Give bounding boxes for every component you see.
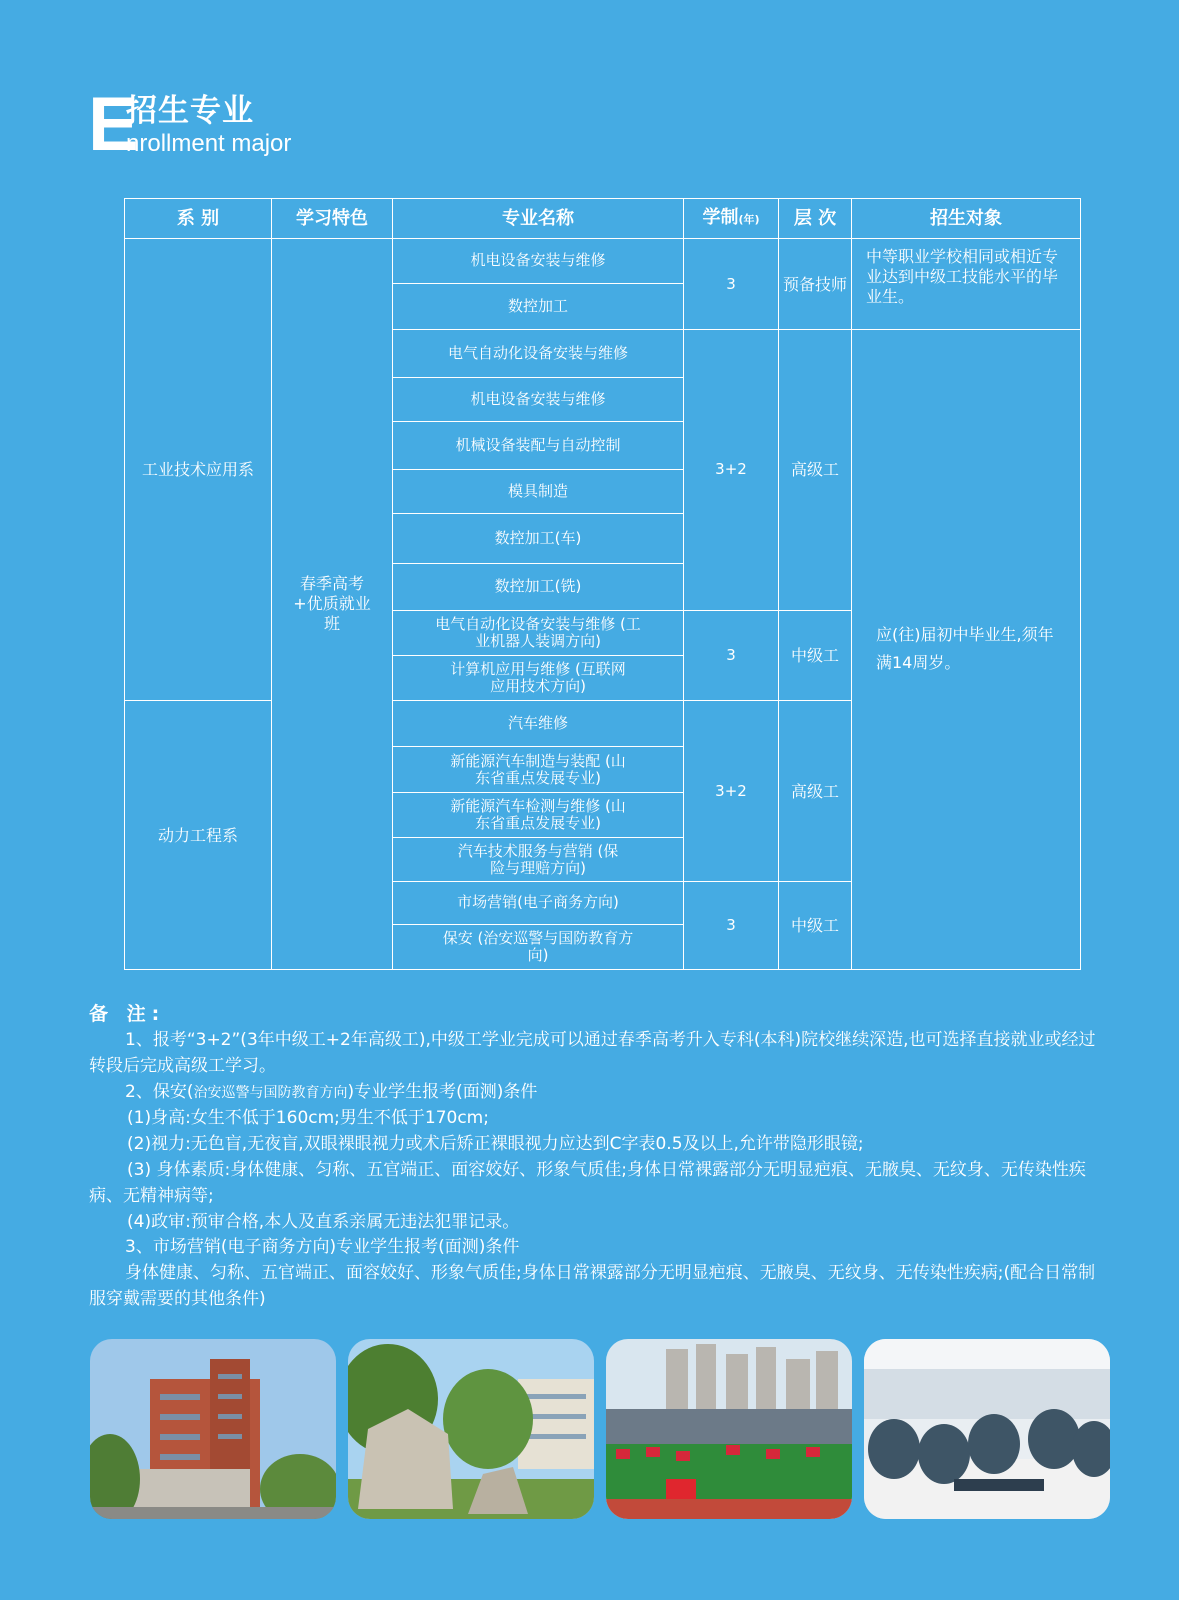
note-2-direction: 治安巡警与国防教育方向 bbox=[193, 1084, 348, 1101]
note-2-tail: )专业学生报考(面测)条件 bbox=[347, 1081, 538, 1102]
major-cell: 数控加工(铣) bbox=[393, 564, 684, 610]
note-3: 3、市场营销(电子商务方向)专业学生报考(面测)条件 bbox=[125, 1237, 520, 1258]
note-2-2: (2)视力:无色盲,无夜盲,双眼裸眼视力或术后矫正裸眼视力应达到C字表0.5及以上,允许带隐形眼镜; bbox=[127, 1134, 864, 1155]
note-2-lead: 2、保安( bbox=[125, 1081, 194, 1102]
note-3-1: 身体健康、匀称、五官端正、面容姣好、形象气质佳;身体日常裸露部分无明显疤痕、无腋臭、无纹身、无传染性疾病;(配合日常制服穿戴需要的其他条件) bbox=[89, 1263, 1096, 1309]
major-cell bbox=[393, 747, 684, 792]
note-2-3: (3) 身体素质:身体健康、匀称、五官端正、面容姣好、形象气质佳;身体日常裸露部分无明显疤痕、无腋臭、无纹身、无传染性疾病、无精神病等; bbox=[89, 1159, 1086, 1206]
section-subtitle: nrollment major bbox=[126, 130, 292, 157]
sports-parade-photo bbox=[606, 1339, 852, 1519]
sports-parade-image bbox=[606, 1339, 852, 1519]
level-cell: 中级工 bbox=[779, 610, 852, 701]
major-cell: 市场营销(电子商务方向) bbox=[393, 882, 684, 924]
major-cell bbox=[393, 924, 684, 969]
major-cell bbox=[393, 610, 684, 655]
major-cell: 模具制造 bbox=[393, 469, 684, 513]
major-text: 新能源汽车检测与维修 (山东省重点发展专业) bbox=[450, 796, 626, 832]
level-cell: 高级工 bbox=[779, 329, 852, 610]
section-header bbox=[88, 82, 348, 167]
major-text: 计算机应用与维修 (互联网应用技术方向) bbox=[450, 660, 626, 696]
note-1: 1、报考“3+2”(3年中级工+2年高级工),中级工学业完成可以通过春季高考升入专科(本科)院校继续深造,也可选择直接就业或经过转段后完成高级工学习。 bbox=[89, 1030, 1096, 1076]
campus-building-image bbox=[90, 1339, 336, 1519]
photo-strip bbox=[90, 1339, 1110, 1519]
notes-title: 备 注: bbox=[89, 1003, 166, 1025]
majors-table bbox=[124, 198, 1081, 970]
table-header-row bbox=[125, 199, 1081, 239]
target-cell bbox=[852, 329, 1081, 969]
header-target: 招生对象 bbox=[852, 199, 1081, 239]
campus-building-photo bbox=[90, 1339, 336, 1519]
major-cell: 机电设备安装与维修 bbox=[393, 378, 684, 422]
classroom-photo bbox=[864, 1339, 1110, 1519]
major-cell bbox=[393, 838, 684, 882]
header-years-unit: (年) bbox=[738, 213, 760, 227]
major-text: 汽车技术服务与营销 (保险与理赔方向) bbox=[457, 841, 619, 877]
header-years-label: 学制 bbox=[702, 207, 739, 229]
major-cell: 机械设备装配与自动控制 bbox=[393, 422, 684, 469]
major-cell: 机电设备安装与维修 bbox=[393, 239, 684, 283]
header-feature: 学习特色 bbox=[272, 199, 393, 239]
header-years bbox=[684, 199, 779, 239]
header-dept: 系 别 bbox=[125, 199, 272, 239]
major-cell bbox=[393, 792, 684, 837]
header-level: 层 次 bbox=[779, 199, 852, 239]
years-cell: 3 bbox=[684, 882, 779, 970]
years-cell: 3 bbox=[684, 239, 779, 330]
table-row bbox=[125, 239, 1081, 283]
stone-garden-image bbox=[348, 1339, 594, 1519]
major-text: 新能源汽车制造与装配 (山东省重点发展专业) bbox=[450, 751, 626, 787]
note-2 bbox=[89, 1080, 1111, 1107]
notes-section bbox=[89, 1000, 1111, 1313]
major-cell: 电气自动化设备安装与维修 bbox=[393, 329, 684, 377]
years-cell: 3+2 bbox=[684, 701, 779, 882]
major-text: 保安 (治安巡警与国防教育方向) bbox=[442, 928, 634, 964]
dept-cell: 动力工程系 bbox=[125, 701, 272, 970]
years-cell: 3 bbox=[684, 610, 779, 701]
target-cell: 中等职业学校相同或相近专业达到中级工技能水平的毕业生。 bbox=[852, 239, 1081, 330]
header-major: 专业名称 bbox=[393, 199, 684, 239]
section-title: 招生专业 bbox=[126, 93, 254, 129]
dept-cell: 工业技术应用系 bbox=[125, 239, 272, 701]
level-cell: 中级工 bbox=[779, 882, 852, 970]
major-cell: 数控加工(车) bbox=[393, 514, 684, 564]
major-cell: 数控加工 bbox=[393, 283, 684, 329]
classroom-image bbox=[864, 1339, 1110, 1519]
major-cell bbox=[393, 655, 684, 700]
feature-cell bbox=[272, 239, 393, 970]
major-cell: 汽车维修 bbox=[393, 701, 684, 747]
target-text: 应(往)届初中毕业生,须年满14周岁。 bbox=[876, 625, 1054, 673]
feature-text: 春季高考+优质就业班 bbox=[293, 574, 371, 634]
stone-garden-photo bbox=[348, 1339, 594, 1519]
header-letter: E bbox=[88, 82, 139, 167]
note-2-4: (4)政审:预审合格,本人及直系亲属无违法犯罪记录。 bbox=[127, 1211, 520, 1232]
level-cell: 高级工 bbox=[779, 701, 852, 882]
level-cell: 预备技师 bbox=[779, 239, 852, 330]
major-text: 电气自动化设备安装与维修 (工业机器人装调方向) bbox=[435, 614, 641, 650]
years-cell: 3+2 bbox=[684, 329, 779, 610]
note-2-1: (1)身高:女生不低于160cm;男生不低于170cm; bbox=[127, 1108, 489, 1129]
